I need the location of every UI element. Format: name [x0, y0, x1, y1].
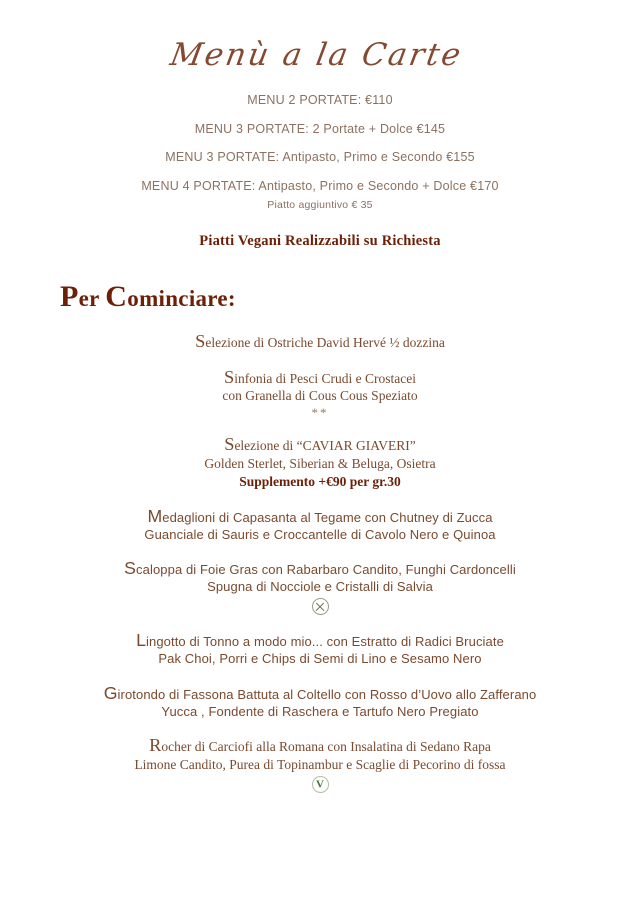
- asterisk-marker: **: [311, 405, 329, 421]
- dish-line-secondary: con Granella di Cous Cous Speziato: [222, 388, 418, 404]
- section-heading-cap-c: C: [105, 279, 128, 313]
- dish-line-primary: [0, 734, 640, 756]
- vegetarian-icon-wrapper: [0, 773, 640, 793]
- dish-item: [0, 505, 640, 543]
- gluten-free-icon-wrapper: [0, 595, 640, 615]
- dish-item: [0, 557, 640, 615]
- dish-initial-cap: R: [149, 734, 162, 755]
- dish-item: [0, 434, 640, 490]
- dish-line-primary: [0, 434, 640, 455]
- dish-name-text: ingotto di Tonno a modo mio... con Estratto di Radici Bruciate: [146, 634, 504, 650]
- dish-initial-cap: S: [124, 557, 137, 578]
- dish-line-primary: [0, 630, 640, 651]
- dish-line-primary: [0, 557, 640, 578]
- dish-line-secondary: Yucca , Fondente di Raschera e Tartufo Nero Pregiato: [161, 703, 479, 719]
- dish-name-text: elezione di Ostriche David Hervé ½ dozzina: [205, 334, 445, 350]
- dish-item: [0, 366, 640, 421]
- section-heading-per-cominciare: [60, 279, 640, 313]
- section-heading-text-1: er: [78, 285, 106, 311]
- dish-name-text: edaglioni di Capasanta al Tegame con Chutney di Zucca: [162, 509, 493, 525]
- formula-line-2: MENU 3 PORTATE: 2 Portate + Dolce €145: [194, 121, 446, 136]
- section-heading-text-2: ominciare:: [127, 285, 236, 311]
- vegetarian-icon-letter: V: [316, 778, 324, 791]
- dish-name-text: caloppa di Foie Gras con Rabarbaro Candito, Funghi Cardoncelli: [136, 561, 516, 577]
- formula-line-3: MENU 3 PORTATE: Antipasto, Primo e Secondo €155: [165, 150, 475, 165]
- dish-supplement-price: Supplemento +€90 per gr.30: [239, 473, 401, 489]
- dish-initial-cap: S: [195, 330, 206, 351]
- dish-initial-cap: S: [223, 366, 235, 387]
- dish-line-secondary: Spugna di Nocciole e Cristalli di Salvia: [207, 579, 433, 595]
- dish-line-primary: [0, 330, 640, 352]
- dish-initial-cap: G: [103, 682, 118, 703]
- dish-name-text: irotondo di Fassona Battuta al Coltello con Rosso d’Uovo allo Zafferano: [117, 686, 537, 702]
- dish-item: [0, 734, 640, 794]
- dish-initial-cap: M: [147, 505, 163, 526]
- extra-dish-note: Piatto aggiuntivo € 35: [267, 198, 373, 211]
- dish-list: [0, 330, 640, 794]
- dish-item: [0, 330, 640, 352]
- gluten-free-icon: [312, 598, 329, 615]
- dish-item: [0, 630, 640, 667]
- menu-title: Menù a la Carte: [167, 37, 466, 73]
- vegetarian-icon: [312, 776, 329, 793]
- vegan-availability-note: Piatti Vegani Realizzabili su Richiesta: [199, 232, 441, 249]
- dish-initial-cap: S: [224, 434, 235, 455]
- dish-line-primary: [0, 505, 640, 526]
- dish-line-secondary: Guanciale di Sauris e Croccantelle di Cavolo Nero e Quinoa: [144, 526, 496, 542]
- dish-name-text: elezione di “CAVIAR GIAVERI”: [234, 438, 416, 454]
- dish-line-primary: [0, 366, 640, 388]
- dish-name-text: ocher di Carciofi alla Romana con Insalatina di Sedano Rapa: [161, 738, 491, 754]
- dish-line-primary: [0, 682, 640, 703]
- dish-line-secondary: Golden Sterlet, Siberian & Beluga, Osietra: [204, 455, 436, 471]
- dish-line-secondary: Pak Choi, Porri e Chips di Semi di Lino e Sesamo Nero: [158, 651, 482, 667]
- section-heading-cap-p: P: [60, 279, 79, 313]
- dish-name-text: infonia di Pesci Crudi e Crostacei: [234, 370, 417, 386]
- menu-formulas-block: [0, 93, 640, 212]
- formula-line-1: MENU 2 PORTATE: €110: [247, 93, 393, 108]
- formula-line-4: MENU 4 PORTATE: Antipasto, Primo e Secondo + Dolce €170: [141, 178, 499, 193]
- dish-initial-cap: L: [136, 630, 147, 651]
- dish-item: [0, 682, 640, 720]
- dish-line-secondary: Limone Candito, Purea di Topinambur e Scaglie di Pecorino di fossa: [134, 756, 506, 772]
